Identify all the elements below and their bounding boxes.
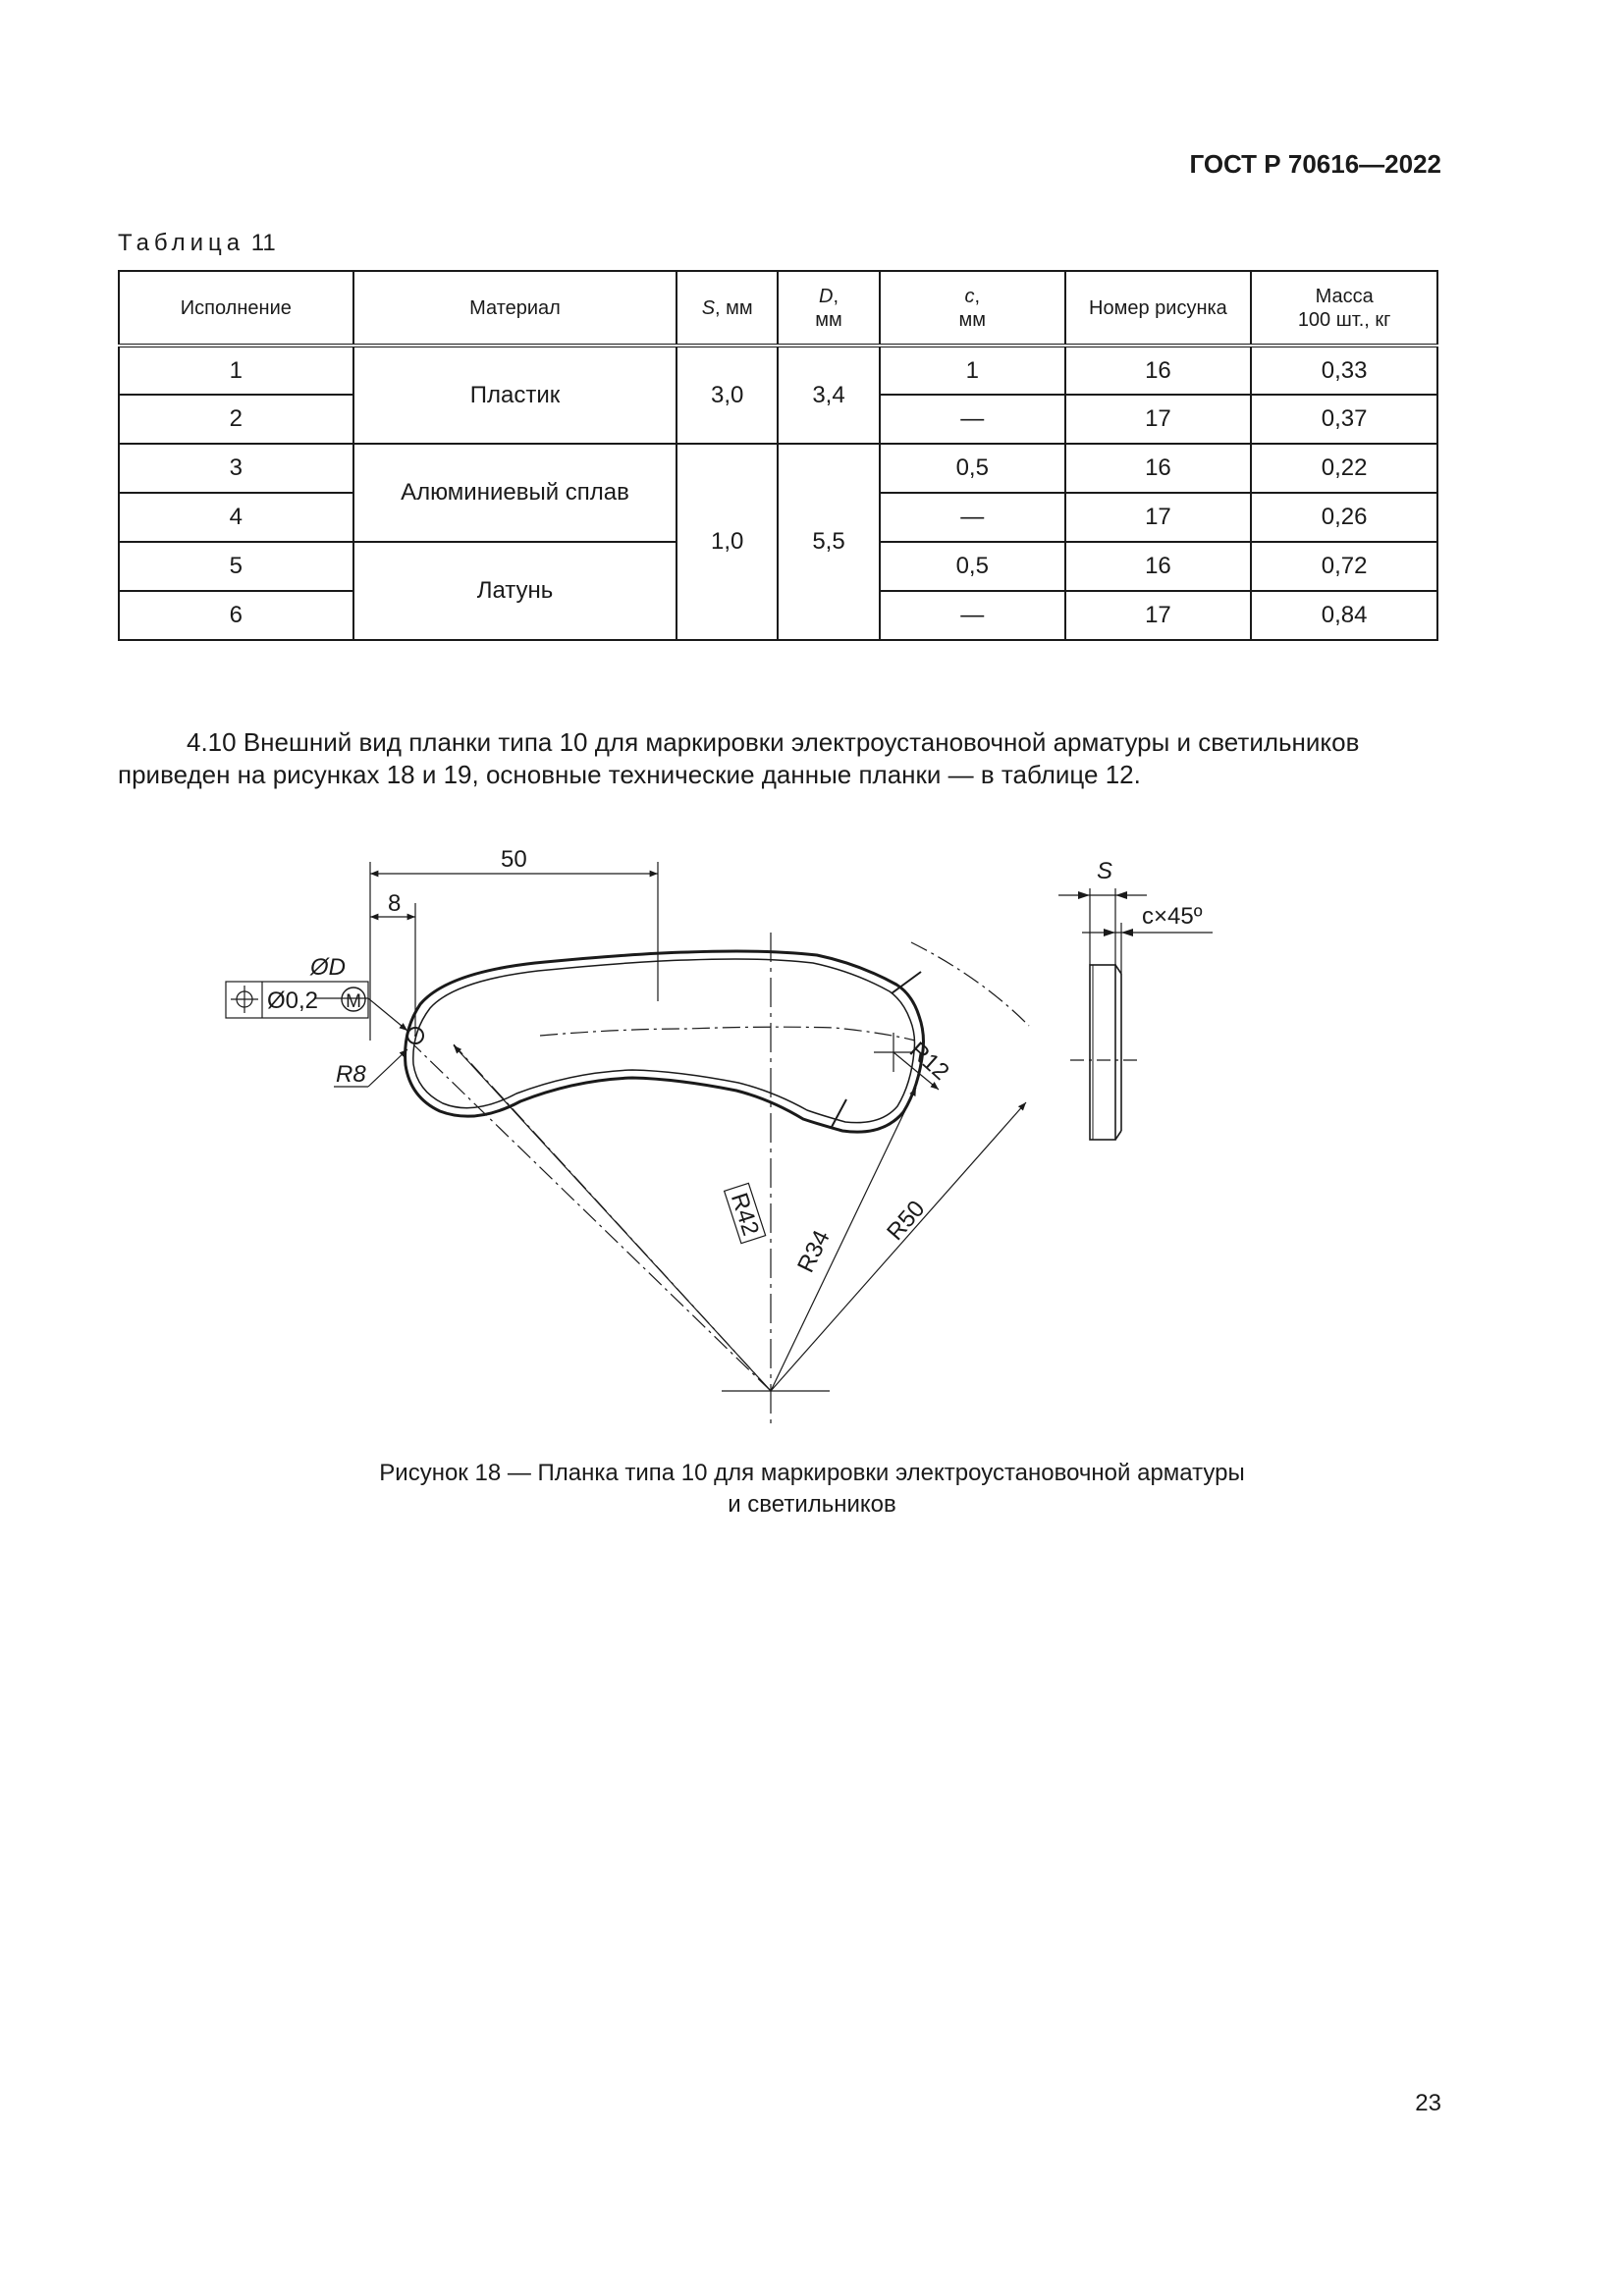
cell-mass: 0,84 — [1251, 591, 1437, 640]
r50-label: R50 — [882, 1195, 931, 1246]
body-paragraph: 4.10 Внешний вид планки типа 10 для маркировки электроустановочной арматуры и светильников приведен на рисунках 18 и 19, основные технические данные планки — в таблице 12. — [118, 727, 1360, 789]
col-header-d — [778, 271, 880, 346]
c-var: c — [964, 285, 975, 307]
cell-execution: 5 — [119, 542, 353, 591]
cell-s: 3,0 — [677, 346, 778, 444]
s-arrow-right — [1115, 891, 1127, 899]
table-caption-number: 11 — [250, 230, 276, 256]
tolerance-modifier: M — [346, 991, 361, 1012]
r8-leader — [368, 1049, 407, 1087]
cell-execution: 4 — [119, 493, 353, 542]
table-caption — [118, 230, 276, 257]
cell-c: — — [880, 493, 1065, 542]
part-outline — [406, 951, 924, 1132]
d-var: D — [819, 285, 834, 307]
figure-caption-line2: и светильников — [728, 1491, 896, 1518]
r-arc-to-hole — [414, 1045, 771, 1391]
r42-inner-line — [454, 1045, 771, 1391]
cell-c: 0,5 — [880, 542, 1065, 591]
cell-execution: 6 — [119, 591, 353, 640]
center-arc-r42 — [540, 1027, 915, 1041]
col-header-material: Материал — [353, 271, 677, 346]
chamfer-arrow-left — [1104, 929, 1115, 936]
cell-d: 5,5 — [778, 444, 880, 640]
dim-chamfer-label: c×45º — [1142, 903, 1203, 930]
dim-s-label: S — [1097, 858, 1113, 884]
spec-table — [118, 270, 1438, 641]
cell-d: 3,4 — [778, 346, 880, 444]
col-header-s — [677, 271, 778, 346]
cell-execution: 3 — [119, 444, 353, 493]
c-unit: мм — [958, 308, 986, 331]
cell-mass: 0,33 — [1251, 346, 1437, 395]
table-header-row — [119, 271, 1437, 346]
r34-label: R34 — [792, 1226, 836, 1277]
d-unit: мм — [815, 308, 842, 331]
cell-mass: 0,26 — [1251, 493, 1437, 542]
col-header-execution: Исполнение — [119, 271, 353, 346]
mass-line2: 100 шт., кг — [1297, 308, 1391, 331]
table-row — [119, 444, 1437, 493]
cell-mass: 0,37 — [1251, 395, 1437, 444]
cell-figure: 17 — [1065, 591, 1252, 640]
col-header-c — [880, 271, 1065, 346]
chamfer-arrow-right — [1121, 929, 1133, 936]
mass-line1: Масса — [1315, 285, 1374, 307]
end-edge-top — [892, 972, 921, 993]
cell-material: Латунь — [353, 542, 677, 640]
dd-leader — [368, 998, 407, 1031]
cell-figure: 16 — [1065, 346, 1252, 395]
figure-caption-line1: Рисунок 18 — Планка типа 10 для маркировки электроустановочной арматуры — [379, 1460, 1245, 1486]
cell-figure: 16 — [1065, 444, 1252, 493]
d-comma: , — [833, 285, 839, 307]
s-var: S — [701, 296, 716, 319]
s-arrow-left — [1078, 891, 1090, 899]
dim-50-label: 50 — [501, 846, 527, 873]
dim-8-label: 8 — [388, 890, 402, 917]
cell-mass: 0,72 — [1251, 542, 1437, 591]
cell-c: 0,5 — [880, 444, 1065, 493]
side-view-chamfer-top — [1115, 965, 1121, 974]
cell-c: 1 — [880, 346, 1065, 395]
side-view-chamfer-bottom — [1115, 1131, 1121, 1140]
cell-figure: 16 — [1065, 542, 1252, 591]
r8-label: R8 — [336, 1061, 366, 1088]
technical-drawing — [267, 825, 1237, 1443]
c-comma: , — [974, 285, 981, 307]
table-caption-word: Таблица — [118, 230, 245, 256]
position-tolerance-icon — [231, 986, 258, 1013]
r50-arc — [911, 942, 1029, 1026]
part-outline-chamfer — [413, 959, 915, 1123]
table-row — [119, 346, 1437, 395]
r12-label: R12 — [903, 1037, 954, 1086]
cell-execution: 1 — [119, 346, 353, 395]
cell-s: 1,0 — [677, 444, 778, 640]
cell-figure: 17 — [1065, 493, 1252, 542]
col-header-figure-no: Номер рисунка — [1065, 271, 1252, 346]
cell-execution: 2 — [119, 395, 353, 444]
cell-c: — — [880, 591, 1065, 640]
cell-material: Пластик — [353, 346, 677, 444]
r42-label: R42 — [725, 1190, 765, 1240]
cell-c: — — [880, 395, 1065, 444]
dim-d-label: ØD — [310, 954, 346, 981]
r42-label-group — [724, 1183, 766, 1244]
page-number: 23 — [1415, 2090, 1441, 2116]
s-unit: , мм — [715, 296, 753, 319]
tolerance-value: Ø0,2 — [267, 988, 319, 1014]
col-header-mass — [1251, 271, 1437, 346]
cell-material: Алюминиевый сплав — [353, 444, 677, 542]
cell-figure: 17 — [1065, 395, 1252, 444]
cell-mass: 0,22 — [1251, 444, 1437, 493]
figure-caption — [0, 1458, 1624, 1521]
side-view-body — [1090, 965, 1115, 1140]
document-header: ГОСТ Р 70616—2022 — [1189, 149, 1441, 179]
end-edge-bottom — [832, 1099, 846, 1127]
